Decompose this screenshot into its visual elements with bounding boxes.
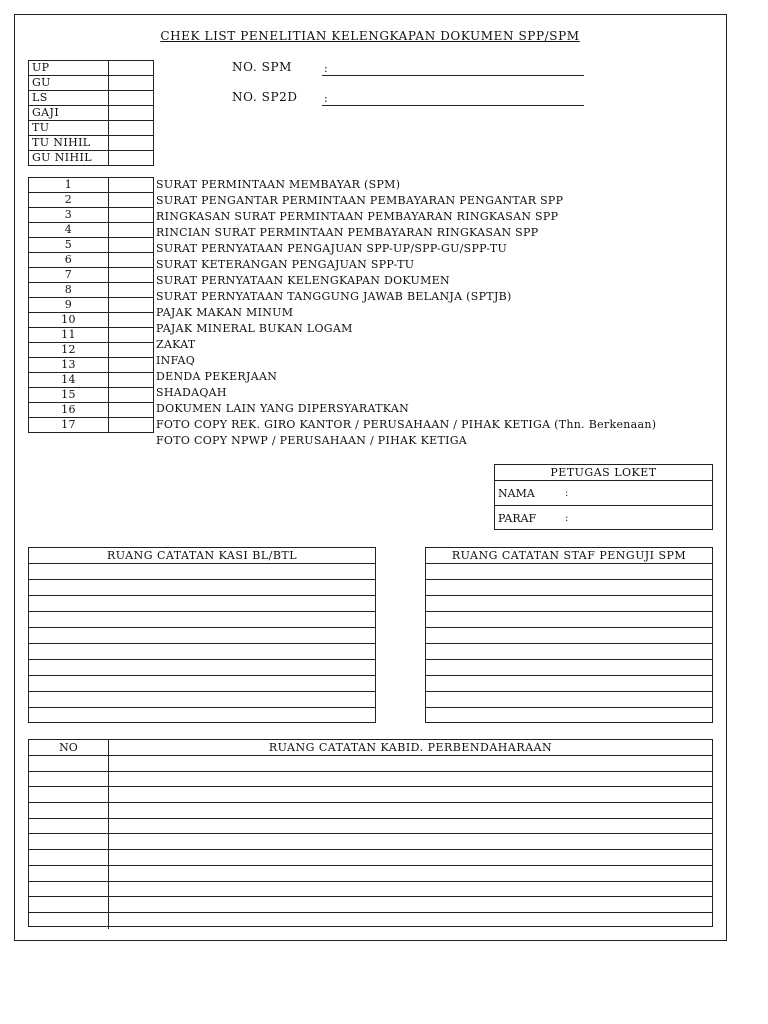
document-number: 15 (29, 388, 109, 403)
no-spm-label: NO. SPM (232, 60, 293, 74)
document-row (29, 253, 154, 268)
kabid-notes-title: RUANG CATATAN KABID. PERBENDAHARAAN (268, 741, 553, 754)
document-row (29, 208, 154, 223)
document-label: INFAQ (156, 354, 196, 367)
type-label: TU NIHIL (29, 136, 109, 151)
document-checkbox[interactable] (109, 223, 154, 238)
staf-notes-title: RUANG CATATAN STAF PENGUJI SPM (426, 548, 712, 564)
document-number: 9 (29, 298, 109, 313)
type-row (29, 61, 154, 76)
document-label: DENDA PEKERJAAN (156, 370, 278, 383)
document-row (29, 358, 154, 373)
document-checklist (28, 177, 154, 433)
kasi-note-line[interactable] (29, 660, 375, 676)
kabid-row (29, 803, 712, 819)
document-row (29, 388, 154, 403)
type-label: UP (29, 61, 109, 76)
type-label: LS (29, 91, 109, 106)
kabid-no-cell[interactable] (29, 834, 109, 849)
nama-row[interactable] (495, 481, 712, 506)
type-label: TU (29, 121, 109, 136)
kasi-note-line[interactable] (29, 596, 375, 612)
kasi-note-line[interactable] (29, 676, 375, 692)
type-row (29, 76, 154, 91)
kabid-row (29, 913, 712, 929)
kabid-row (29, 834, 712, 850)
document-row (29, 178, 154, 193)
document-row (29, 193, 154, 208)
document-label: SHADAQAH (156, 386, 227, 399)
document-checkbox[interactable] (109, 298, 154, 313)
staf-note-line[interactable] (426, 580, 712, 596)
document-number: 6 (29, 253, 109, 268)
document-number: 1 (29, 178, 109, 193)
staf-note-line[interactable] (426, 628, 712, 644)
document-number: 17 (29, 418, 109, 433)
document-number: 3 (29, 208, 109, 223)
type-label: GAJI (29, 106, 109, 121)
document-label: SURAT PERNYATAAN PENGAJUAN SPP-UP/SPP-GU/SPP-TU (156, 242, 508, 255)
document-checkbox[interactable] (109, 283, 154, 298)
kasi-note-line[interactable] (29, 628, 375, 644)
kasi-note-line[interactable] (29, 580, 375, 596)
petugas-loket-title: PETUGAS LOKET (495, 465, 712, 481)
staf-note-line[interactable] (426, 708, 712, 724)
kabid-no-cell[interactable] (29, 819, 109, 834)
kabid-no-cell[interactable] (29, 850, 109, 865)
type-row (29, 91, 154, 106)
document-checkbox[interactable] (109, 268, 154, 283)
document-checkbox[interactable] (109, 208, 154, 223)
document-number: 16 (29, 403, 109, 418)
document-checkbox[interactable] (109, 313, 154, 328)
document-number: 10 (29, 313, 109, 328)
staf-note-line[interactable] (426, 676, 712, 692)
document-checkbox[interactable] (109, 358, 154, 373)
document-row (29, 298, 154, 313)
kabid-no-cell[interactable] (29, 756, 109, 771)
type-checkbox[interactable] (109, 76, 154, 91)
document-row (29, 403, 154, 418)
kabid-note-cell[interactable] (109, 772, 712, 787)
document-checkbox[interactable] (109, 388, 154, 403)
staf-note-line[interactable] (426, 564, 712, 580)
kabid-row (29, 756, 712, 772)
staf-note-line[interactable] (426, 612, 712, 628)
kasi-note-line[interactable] (29, 612, 375, 628)
kasi-note-line[interactable] (29, 692, 375, 708)
kabid-note-cell[interactable] (109, 897, 712, 912)
type-row (29, 136, 154, 151)
document-checkbox[interactable] (109, 343, 154, 358)
type-checkbox[interactable] (109, 136, 154, 151)
staf-note-line[interactable] (426, 644, 712, 660)
document-checkbox[interactable] (109, 178, 154, 193)
kabid-note-cell[interactable] (109, 787, 712, 802)
document-checkbox[interactable] (109, 403, 154, 418)
document-label: RINCIAN SURAT PERMINTAAN PEMBAYARAN RINGKASAN SPP (156, 226, 539, 239)
document-row (29, 418, 154, 433)
kabid-note-cell[interactable] (109, 834, 712, 849)
document-number: 13 (29, 358, 109, 373)
document-row (29, 283, 154, 298)
nama-label: NAMA (498, 487, 535, 500)
kabid-row (29, 787, 712, 803)
document-row (29, 268, 154, 283)
nama-colon: : (565, 488, 569, 499)
kabid-row (29, 772, 712, 788)
kabid-row (29, 866, 712, 882)
document-number: 5 (29, 238, 109, 253)
type-row (29, 121, 154, 136)
type-table (28, 60, 154, 166)
kasi-note-line[interactable] (29, 564, 375, 580)
document-number: 8 (29, 283, 109, 298)
document-label: PAJAK MAKAN MINUM (156, 306, 294, 319)
no-sp2d-colon: : (324, 92, 328, 105)
kabid-row (29, 819, 712, 835)
no-sp2d-field[interactable] (322, 91, 584, 106)
kabid-row (29, 882, 712, 898)
document-label: DOKUMEN LAIN YANG DIPERSYARATKAN (156, 402, 409, 415)
kabid-no-cell[interactable] (29, 913, 109, 929)
document-row (29, 313, 154, 328)
kabid-note-cell[interactable] (109, 850, 712, 865)
kabid-no-cell[interactable] (29, 803, 109, 818)
type-row (29, 151, 154, 166)
document-checkbox[interactable] (109, 238, 154, 253)
type-checkbox[interactable] (109, 61, 154, 76)
kabid-note-cell[interactable] (109, 756, 712, 771)
paraf-row[interactable] (495, 506, 712, 530)
document-label: FOTO COPY NPWP / PERUSAHAAN / PIHAK KETIGA (156, 434, 468, 447)
type-label: GU (29, 76, 109, 91)
kabid-header-row (29, 740, 712, 756)
kabid-row (29, 850, 712, 866)
type-checkbox[interactable] (109, 151, 154, 166)
no-sp2d-label: NO. SP2D (232, 90, 298, 104)
document-checkbox[interactable] (109, 253, 154, 268)
kasi-note-line[interactable] (29, 708, 375, 724)
kabid-no-cell[interactable] (29, 772, 109, 787)
kabid-note-cell[interactable] (109, 913, 712, 929)
document-row (29, 343, 154, 358)
document-number: 11 (29, 328, 109, 343)
kabid-note-cell[interactable] (109, 866, 712, 881)
document-label: RINGKASAN SURAT PERMINTAAN PEMBAYARAN RINGKASAN SPP (156, 210, 559, 223)
document-checkbox[interactable] (109, 328, 154, 343)
document-label: PAJAK MINERAL BUKAN LOGAM (156, 322, 353, 335)
type-row (29, 106, 154, 121)
no-spm-field[interactable] (322, 61, 584, 76)
kabid-no-header: NO (29, 740, 109, 755)
kabid-no-cell[interactable] (29, 787, 109, 802)
document-row (29, 328, 154, 343)
kabid-note-cell[interactable] (109, 819, 712, 834)
kasi-notes-title: RUANG CATATAN KASI BL/BTL (29, 548, 375, 564)
kabid-note-cell[interactable] (109, 803, 712, 818)
document-row (29, 373, 154, 388)
page-title: CHEK LIST PENELITIAN KELENGKAPAN DOKUMEN SPP/SPM (160, 29, 580, 43)
document-label: SURAT PERNYATAAN KELENGKAPAN DOKUMEN (156, 274, 450, 287)
paraf-colon: : (565, 513, 569, 524)
type-checkbox[interactable] (109, 106, 154, 121)
document-row (29, 238, 154, 253)
document-number: 2 (29, 193, 109, 208)
kabid-no-cell[interactable] (29, 882, 109, 897)
document-checkbox[interactable] (109, 373, 154, 388)
document-label: FOTO COPY REK. GIRO KANTOR / PERUSAHAAN / PIHAK KETIGA (Thn. Berkenaan) (156, 418, 657, 431)
staf-note-line[interactable] (426, 596, 712, 612)
document-checkbox[interactable] (109, 418, 154, 433)
document-row (29, 223, 154, 238)
kabid-row (29, 897, 712, 913)
kabid-note-cell[interactable] (109, 882, 712, 897)
kabid-no-cell[interactable] (29, 897, 109, 912)
type-checkbox[interactable] (109, 121, 154, 136)
kasi-note-line[interactable] (29, 644, 375, 660)
paraf-label: PARAF (498, 512, 537, 525)
petugas-loket-box (494, 464, 713, 530)
document-number: 14 (29, 373, 109, 388)
kasi-notes-box (28, 547, 376, 723)
document-checkbox[interactable] (109, 193, 154, 208)
document-label: SURAT KETERANGAN PENGAJUAN SPP-TU (156, 258, 415, 271)
staf-note-line[interactable] (426, 660, 712, 676)
no-spm-colon: : (324, 62, 328, 75)
document-number: 7 (29, 268, 109, 283)
kabid-no-cell[interactable] (29, 866, 109, 881)
document-label: SURAT PENGANTAR PERMINTAAN PEMBAYARAN PENGANTAR SPP (156, 194, 564, 207)
document-number: 4 (29, 223, 109, 238)
staf-notes-box (425, 547, 713, 723)
staf-note-line[interactable] (426, 692, 712, 708)
document-number: 12 (29, 343, 109, 358)
document-label: ZAKAT (156, 338, 196, 351)
type-checkbox[interactable] (109, 91, 154, 106)
kabid-notes-table (28, 739, 713, 927)
document-label: SURAT PERMINTAAN MEMBAYAR (SPM) (156, 178, 401, 191)
type-label: GU NIHIL (29, 151, 109, 166)
document-label: SURAT PERNYATAAN TANGGUNG JAWAB BELANJA (SPTJB) (156, 290, 512, 303)
